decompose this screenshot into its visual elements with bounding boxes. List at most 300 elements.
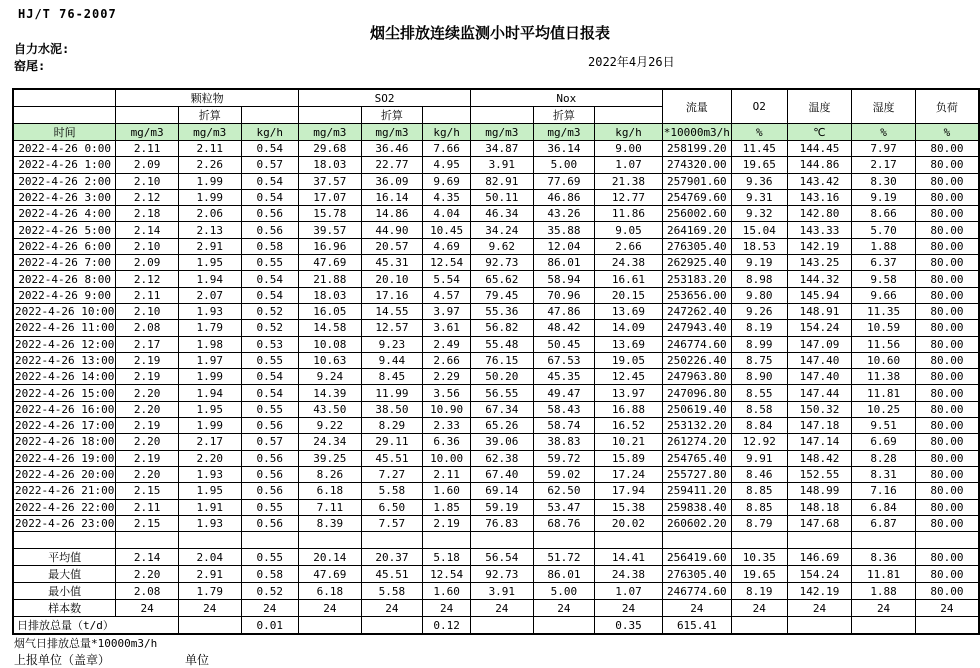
value-cell: 10.35 bbox=[731, 549, 787, 566]
value-cell: 86.01 bbox=[533, 566, 595, 583]
value-cell: 10.21 bbox=[595, 434, 663, 450]
value-cell: 1.97 bbox=[178, 352, 241, 368]
value-cell: 1.99 bbox=[178, 189, 241, 205]
time-cell: 2022-4-26 21:00 bbox=[15, 484, 115, 498]
value-cell: 6.37 bbox=[852, 255, 916, 271]
value-cell: 0.01 bbox=[241, 617, 299, 635]
value-cell: 20.37 bbox=[361, 549, 423, 566]
value-cell bbox=[178, 617, 241, 635]
value-cell: 254769.60 bbox=[662, 189, 731, 205]
value-cell: 148.18 bbox=[787, 499, 852, 515]
value-cell: 0.54 bbox=[241, 141, 299, 157]
value-cell: 3.97 bbox=[423, 303, 471, 319]
value-cell: 80.00 bbox=[915, 483, 979, 499]
value-cell: 1.93 bbox=[178, 515, 241, 531]
sub-header-cell: 折算 bbox=[178, 107, 241, 124]
value-cell: 262925.40 bbox=[662, 255, 731, 271]
value-cell: 147.44 bbox=[787, 385, 852, 401]
value-cell: 2.10 bbox=[116, 238, 179, 254]
table-row bbox=[13, 401, 979, 417]
value-cell: 14.86 bbox=[361, 206, 423, 222]
value-cell: 39.06 bbox=[471, 434, 534, 450]
value-cell: 44.90 bbox=[361, 222, 423, 238]
value-cell: 148.42 bbox=[787, 450, 852, 466]
value-cell: 36.14 bbox=[533, 141, 595, 157]
value-cell: 47.69 bbox=[299, 255, 362, 271]
value-cell: 142.80 bbox=[787, 206, 852, 222]
value-cell: 46.34 bbox=[471, 206, 534, 222]
table-row bbox=[13, 499, 979, 515]
time-cell: 2022-4-26 3:00 bbox=[13, 189, 116, 205]
value-cell: 0.52 bbox=[241, 303, 299, 319]
value-cell: 24 bbox=[595, 600, 663, 617]
value-cell: 8.85 bbox=[731, 483, 787, 499]
value-cell: 29.11 bbox=[361, 434, 423, 450]
value-cell: 8.58 bbox=[731, 401, 787, 417]
value-cell: 17.07 bbox=[299, 189, 362, 205]
value-cell: 8.66 bbox=[852, 206, 916, 222]
unit-header-cell: kg/h bbox=[423, 124, 471, 141]
value-cell: 256419.60 bbox=[662, 549, 731, 566]
value-cell: 77.69 bbox=[533, 173, 595, 189]
table-row bbox=[13, 303, 979, 319]
unit-header-cell: % bbox=[731, 124, 787, 141]
value-cell: 20.57 bbox=[361, 238, 423, 254]
value-cell: 2.15 bbox=[116, 483, 179, 499]
value-cell: 4.57 bbox=[423, 287, 471, 303]
unit-label: 单位 bbox=[185, 653, 210, 667]
flue-gas-total-label: 烟气日排放总量*10000m3/h bbox=[14, 637, 158, 650]
value-cell: 2.33 bbox=[423, 418, 471, 434]
value-cell: 2.11 bbox=[116, 287, 179, 303]
value-cell: 11.86 bbox=[595, 206, 663, 222]
table-row bbox=[13, 450, 979, 466]
value-cell: 247096.80 bbox=[662, 385, 731, 401]
value-cell: 35.88 bbox=[533, 222, 595, 238]
value-cell: 18.53 bbox=[731, 238, 787, 254]
value-cell: 1.07 bbox=[595, 157, 663, 173]
value-cell: 147.09 bbox=[787, 336, 852, 352]
value-cell: 2.11 bbox=[178, 141, 241, 157]
value-cell: 2.66 bbox=[423, 352, 471, 368]
value-cell: 0.56 bbox=[241, 450, 299, 466]
value-cell: 8.46 bbox=[731, 466, 787, 482]
value-cell: 39.57 bbox=[299, 222, 362, 238]
value-cell: 45.51 bbox=[361, 566, 423, 583]
empty-cell bbox=[662, 532, 731, 549]
value-cell: 4.95 bbox=[423, 157, 471, 173]
value-cell: 14.41 bbox=[595, 549, 663, 566]
value-cell: 14.09 bbox=[595, 320, 663, 336]
value-cell: 16.52 bbox=[595, 418, 663, 434]
value-cell: 154.24 bbox=[787, 566, 852, 583]
value-cell: 3.91 bbox=[471, 583, 534, 600]
value-cell: 24 bbox=[423, 600, 471, 617]
standard-code: HJ/T 76-2007 bbox=[18, 7, 117, 21]
value-cell: 0.56 bbox=[241, 206, 299, 222]
value-cell: 80.00 bbox=[915, 320, 979, 336]
value-cell: 0.12 bbox=[423, 617, 471, 635]
value-cell: 47.86 bbox=[533, 303, 595, 319]
table-row bbox=[13, 466, 979, 482]
value-cell: 2.20 bbox=[116, 434, 179, 450]
value-cell: 2.06 bbox=[178, 206, 241, 222]
sub-header-cell: 折算 bbox=[533, 107, 595, 124]
value-cell: 1.79 bbox=[178, 320, 241, 336]
time-cell: 2022-4-26 8:00 bbox=[13, 271, 116, 287]
empty-cell bbox=[787, 532, 852, 549]
value-cell: 43.26 bbox=[533, 206, 595, 222]
value-cell: 80.00 bbox=[915, 271, 979, 287]
value-cell: 16.14 bbox=[361, 189, 423, 205]
value-cell: 8.31 bbox=[852, 466, 916, 482]
value-cell: 80.00 bbox=[915, 515, 979, 531]
value-cell: 7.57 bbox=[361, 515, 423, 531]
value-cell: 0.57 bbox=[241, 157, 299, 173]
table-row bbox=[13, 287, 979, 303]
unit-header-cell: mg/m3 bbox=[471, 124, 534, 141]
value-cell: 8.85 bbox=[731, 499, 787, 515]
value-cell: 18.03 bbox=[299, 287, 362, 303]
value-cell: 24 bbox=[662, 600, 731, 617]
value-cell bbox=[731, 617, 787, 635]
group-header-cell: SO2 bbox=[299, 89, 471, 107]
value-cell bbox=[915, 617, 979, 635]
value-cell: 20.14 bbox=[299, 549, 362, 566]
value-cell: 20.10 bbox=[361, 271, 423, 287]
unit-header-cell: mg/m3 bbox=[533, 124, 595, 141]
value-cell: 7.97 bbox=[852, 141, 916, 157]
value-cell: 0.54 bbox=[241, 271, 299, 287]
value-cell: 0.55 bbox=[241, 549, 299, 566]
value-cell: 0.52 bbox=[241, 583, 299, 600]
value-cell: 8.90 bbox=[731, 369, 787, 385]
value-cell: 1.60 bbox=[423, 583, 471, 600]
value-cell: 2.11 bbox=[116, 499, 179, 515]
value-cell: 0.55 bbox=[241, 255, 299, 271]
table-row bbox=[13, 320, 979, 336]
value-cell: 0.55 bbox=[241, 499, 299, 515]
value-cell: 148.99 bbox=[787, 483, 852, 499]
value-cell: 264169.20 bbox=[662, 222, 731, 238]
value-cell: 2.15 bbox=[116, 515, 179, 531]
value-cell: 55.48 bbox=[471, 336, 534, 352]
value-cell: 11.81 bbox=[852, 385, 916, 401]
value-cell: 1.99 bbox=[178, 369, 241, 385]
value-cell: 36.46 bbox=[361, 141, 423, 157]
unit-header-cell: kg/h bbox=[595, 124, 663, 141]
value-cell: 10.45 bbox=[423, 222, 471, 238]
value-cell: 8.26 bbox=[299, 466, 362, 482]
report-unit-label: 上报单位（盖章） bbox=[14, 653, 111, 667]
value-cell: 9.58 bbox=[852, 271, 916, 287]
value-cell: 260602.20 bbox=[662, 515, 731, 531]
value-cell: 38.83 bbox=[533, 434, 595, 450]
value-cell: 24 bbox=[178, 600, 241, 617]
unit-header-cell: mg/m3 bbox=[178, 124, 241, 141]
header-group-row bbox=[13, 89, 979, 107]
value-cell: 80.00 bbox=[915, 401, 979, 417]
value-cell: 0.58 bbox=[241, 238, 299, 254]
value-cell: 2.20 bbox=[178, 450, 241, 466]
value-cell: 2.20 bbox=[116, 385, 179, 401]
value-cell: 45.35 bbox=[533, 369, 595, 385]
sub-header-cell bbox=[13, 107, 116, 124]
unit-header-cell: % bbox=[852, 124, 916, 141]
unit-header-cell: ℃ bbox=[787, 124, 852, 141]
summary-row bbox=[13, 549, 979, 566]
value-cell: 2.20 bbox=[116, 466, 179, 482]
value-cell: 2.19 bbox=[116, 352, 179, 368]
empty-cell bbox=[13, 532, 116, 549]
sub-header-cell bbox=[423, 107, 471, 124]
value-cell: 92.73 bbox=[471, 255, 534, 271]
value-cell: 14.55 bbox=[361, 303, 423, 319]
value-cell: 1.79 bbox=[178, 583, 241, 600]
value-cell: 8.30 bbox=[852, 173, 916, 189]
value-cell: 2.17 bbox=[178, 434, 241, 450]
value-cell: 56.82 bbox=[471, 320, 534, 336]
value-cell: 9.51 bbox=[852, 418, 916, 434]
table-row bbox=[13, 515, 979, 531]
value-cell: 2.10 bbox=[116, 303, 179, 319]
value-cell: 6.84 bbox=[852, 499, 916, 515]
value-cell: 67.34 bbox=[471, 401, 534, 417]
value-cell: 256002.60 bbox=[662, 206, 731, 222]
value-cell: 80.00 bbox=[915, 255, 979, 271]
sub-header-cell bbox=[241, 107, 299, 124]
value-cell: 254765.40 bbox=[662, 450, 731, 466]
value-cell: 7.66 bbox=[423, 141, 471, 157]
time-cell: 2022-4-26 15:00 bbox=[15, 386, 115, 400]
summary-label-cell: 平均值 bbox=[13, 549, 116, 566]
value-cell: 19.65 bbox=[731, 157, 787, 173]
value-cell: 43.50 bbox=[299, 401, 362, 417]
value-cell: 16.61 bbox=[595, 271, 663, 287]
value-cell: 86.01 bbox=[533, 255, 595, 271]
value-cell: 2.10 bbox=[116, 173, 179, 189]
value-cell: 19.65 bbox=[731, 566, 787, 583]
value-cell: 247262.40 bbox=[662, 303, 731, 319]
value-cell: 15.38 bbox=[595, 499, 663, 515]
value-cell: 9.26 bbox=[731, 303, 787, 319]
value-cell: 80.00 bbox=[915, 141, 979, 157]
value-cell: 144.86 bbox=[787, 157, 852, 173]
value-cell: 80.00 bbox=[915, 566, 979, 583]
value-cell: 65.62 bbox=[471, 271, 534, 287]
value-cell: 80.00 bbox=[915, 287, 979, 303]
empty-cell bbox=[533, 532, 595, 549]
table-row bbox=[13, 206, 979, 222]
value-cell: 276305.40 bbox=[662, 238, 731, 254]
value-cell: 80.00 bbox=[915, 303, 979, 319]
time-cell: 2022-4-26 10:00 bbox=[15, 305, 115, 319]
value-cell: 13.97 bbox=[595, 385, 663, 401]
table-row bbox=[13, 271, 979, 287]
value-cell: 80.00 bbox=[915, 549, 979, 566]
value-cell: 0.55 bbox=[241, 401, 299, 417]
value-cell: 34.87 bbox=[471, 141, 534, 157]
value-cell: 6.87 bbox=[852, 515, 916, 531]
value-cell: 3.56 bbox=[423, 385, 471, 401]
spacer-row bbox=[13, 532, 979, 549]
empty-cell bbox=[595, 532, 663, 549]
value-cell: 9.91 bbox=[731, 450, 787, 466]
value-cell: 148.91 bbox=[787, 303, 852, 319]
table-row bbox=[13, 336, 979, 352]
value-cell: 10.08 bbox=[299, 336, 362, 352]
summary-row bbox=[13, 583, 979, 600]
value-cell: 56.54 bbox=[471, 549, 534, 566]
value-cell: 59.19 bbox=[471, 499, 534, 515]
group-header-cell: Nox bbox=[471, 89, 663, 107]
value-cell: 14.58 bbox=[299, 320, 362, 336]
value-cell: 2.49 bbox=[423, 336, 471, 352]
value-cell: 80.00 bbox=[915, 434, 979, 450]
value-cell: 253183.20 bbox=[662, 271, 731, 287]
value-cell: 58.74 bbox=[533, 418, 595, 434]
value-cell: 143.33 bbox=[787, 222, 852, 238]
value-cell: 143.25 bbox=[787, 255, 852, 271]
value-cell: 80.00 bbox=[915, 418, 979, 434]
value-cell: 4.04 bbox=[423, 206, 471, 222]
value-cell: 5.58 bbox=[361, 483, 423, 499]
value-cell: 1.88 bbox=[852, 583, 916, 600]
value-cell: 10.00 bbox=[423, 450, 471, 466]
value-cell: 21.38 bbox=[595, 173, 663, 189]
value-cell: 0.55 bbox=[241, 352, 299, 368]
table-row bbox=[13, 418, 979, 434]
value-cell: 46.86 bbox=[533, 189, 595, 205]
value-cell: 16.88 bbox=[595, 401, 663, 417]
unit-header-cell: *10000m3/h bbox=[663, 125, 730, 139]
value-cell bbox=[852, 617, 916, 635]
value-cell: 12.54 bbox=[423, 566, 471, 583]
value-cell: 2.07 bbox=[178, 287, 241, 303]
value-cell: 257901.60 bbox=[662, 173, 731, 189]
value-cell: 24 bbox=[915, 600, 979, 617]
empty-cell bbox=[471, 532, 534, 549]
value-cell: 154.24 bbox=[787, 320, 852, 336]
summary-label-cell: 最小值 bbox=[13, 583, 116, 600]
value-cell: 1.95 bbox=[178, 483, 241, 499]
value-cell: 9.66 bbox=[852, 287, 916, 303]
table-row bbox=[13, 385, 979, 401]
sub-header-cell bbox=[299, 107, 362, 124]
group-header-cell: 湿度 bbox=[852, 89, 916, 124]
value-cell: 82.91 bbox=[471, 173, 534, 189]
value-cell: 253656.00 bbox=[662, 287, 731, 303]
value-cell: 4.69 bbox=[423, 238, 471, 254]
table-row bbox=[13, 369, 979, 385]
value-cell: 0.54 bbox=[241, 287, 299, 303]
value-cell: 65.26 bbox=[471, 418, 534, 434]
unit-header-cell: mg/m3 bbox=[116, 124, 179, 141]
table-row bbox=[13, 222, 979, 238]
value-cell: 8.84 bbox=[731, 418, 787, 434]
value-cell: 0.54 bbox=[241, 385, 299, 401]
value-cell: 8.28 bbox=[852, 450, 916, 466]
value-cell: 6.18 bbox=[299, 483, 362, 499]
value-cell: 1.95 bbox=[178, 401, 241, 417]
value-cell: 1.99 bbox=[178, 173, 241, 189]
value-cell: 45.31 bbox=[361, 255, 423, 271]
value-cell: 11.99 bbox=[361, 385, 423, 401]
value-cell: 36.09 bbox=[361, 173, 423, 189]
summary-label-cell: 样本数 bbox=[13, 600, 116, 617]
value-cell: 246774.60 bbox=[662, 583, 731, 600]
time-cell: 2022-4-26 12:00 bbox=[15, 337, 115, 351]
value-cell: 276305.40 bbox=[662, 566, 731, 583]
empty-cell bbox=[423, 532, 471, 549]
value-cell: 7.11 bbox=[299, 499, 362, 515]
value-cell: 80.00 bbox=[915, 466, 979, 482]
value-cell: 8.36 bbox=[852, 549, 916, 566]
value-cell: 259411.20 bbox=[662, 483, 731, 499]
time-cell: 2022-4-26 18:00 bbox=[15, 435, 115, 449]
value-cell: 62.50 bbox=[533, 483, 595, 499]
empty-cell bbox=[915, 532, 979, 549]
value-cell: 250619.40 bbox=[662, 401, 731, 417]
value-cell: 48.42 bbox=[533, 320, 595, 336]
value-cell: 34.24 bbox=[471, 222, 534, 238]
value-cell: 8.39 bbox=[299, 515, 362, 531]
value-cell: 8.98 bbox=[731, 271, 787, 287]
value-cell: 1.88 bbox=[852, 238, 916, 254]
value-cell: 8.19 bbox=[731, 583, 787, 600]
value-cell: 24 bbox=[471, 600, 534, 617]
sub-header-cell bbox=[595, 107, 663, 124]
value-cell: 147.18 bbox=[787, 418, 852, 434]
value-cell: 1.98 bbox=[178, 336, 241, 352]
value-cell: 259838.40 bbox=[662, 499, 731, 515]
empty-cell bbox=[116, 532, 179, 549]
value-cell: 1.91 bbox=[178, 499, 241, 515]
value-cell: 38.50 bbox=[361, 401, 423, 417]
value-cell: 5.18 bbox=[423, 549, 471, 566]
value-cell: 39.25 bbox=[299, 450, 362, 466]
value-cell: 80.00 bbox=[915, 173, 979, 189]
summary-row bbox=[13, 600, 979, 617]
time-cell: 2022-4-26 1:00 bbox=[13, 157, 116, 173]
value-cell: 1.60 bbox=[423, 483, 471, 499]
value-cell: 253132.20 bbox=[662, 418, 731, 434]
value-cell: 2.91 bbox=[178, 238, 241, 254]
value-cell: 9.05 bbox=[595, 222, 663, 238]
value-cell: 2.12 bbox=[116, 271, 179, 287]
value-cell: 24 bbox=[116, 600, 179, 617]
value-cell: 80.00 bbox=[915, 352, 979, 368]
value-cell: 7.27 bbox=[361, 466, 423, 482]
value-cell: 0.58 bbox=[241, 566, 299, 583]
value-cell: 11.38 bbox=[852, 369, 916, 385]
value-cell: 2.26 bbox=[178, 157, 241, 173]
value-cell: 53.47 bbox=[533, 499, 595, 515]
value-cell: 2.19 bbox=[116, 450, 179, 466]
value-cell: 9.24 bbox=[299, 369, 362, 385]
group-header-cell bbox=[13, 89, 116, 107]
value-cell: 59.72 bbox=[533, 450, 595, 466]
value-cell: 50.20 bbox=[471, 369, 534, 385]
value-cell: 15.04 bbox=[731, 222, 787, 238]
value-cell: 1.07 bbox=[595, 583, 663, 600]
value-cell: 0.56 bbox=[241, 418, 299, 434]
value-cell: 62.38 bbox=[471, 450, 534, 466]
value-cell: 9.44 bbox=[361, 352, 423, 368]
location-label: 窑尾: bbox=[14, 59, 46, 73]
value-cell: 59.02 bbox=[533, 466, 595, 482]
value-cell: 2.66 bbox=[595, 238, 663, 254]
